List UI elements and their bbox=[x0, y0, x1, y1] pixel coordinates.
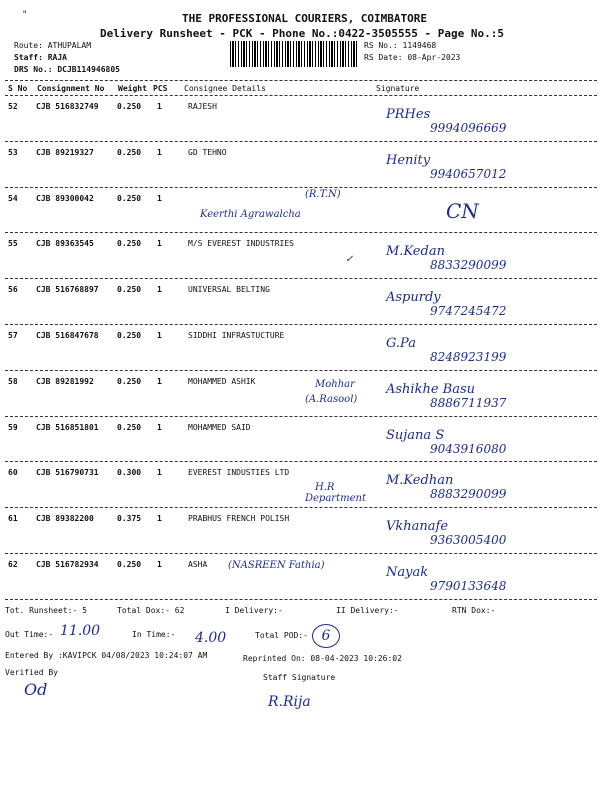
row-signature: G.Pa bbox=[386, 336, 416, 351]
col-signature: Signature bbox=[376, 84, 420, 93]
drs-number: DRS No.: DCJB114946805 bbox=[14, 65, 120, 74]
row-sno: 54 bbox=[8, 193, 18, 203]
row-phone: 9994096669 bbox=[430, 121, 507, 135]
row-pcs: 1 bbox=[157, 285, 162, 295]
row-pcs: 1 bbox=[157, 239, 162, 249]
row-weight: 0.250 bbox=[117, 422, 142, 432]
row-sno: 62 bbox=[8, 560, 18, 569]
row-divider bbox=[5, 187, 597, 188]
row-sno: 55 bbox=[8, 239, 18, 249]
row-weight: 0.250 bbox=[117, 147, 142, 157]
row-pcs: 1 bbox=[157, 468, 162, 478]
row-pcs: 1 bbox=[157, 376, 162, 386]
row-phone: 9940657012 bbox=[430, 166, 507, 181]
row-consignee: MOHAMMED SAID bbox=[188, 422, 251, 432]
col-sno: S No bbox=[8, 84, 28, 93]
row-signature: Nayak bbox=[386, 565, 429, 580]
row-consignment: CJB 516768897 bbox=[36, 285, 99, 295]
verified-signature: Od bbox=[24, 680, 48, 699]
row-consignee: ASHA bbox=[188, 560, 208, 569]
row-consignment: CJB 89363545 bbox=[36, 239, 94, 249]
row-sno: 52 bbox=[8, 102, 18, 111]
row-handwritten-note: H.R bbox=[315, 482, 335, 494]
staff-label: Staff: RAJA bbox=[14, 53, 67, 62]
row-consignee: UNIVERSAL BELTING bbox=[188, 285, 270, 295]
row-pcs: 1 bbox=[157, 102, 162, 111]
row-signature: M.Kedan bbox=[386, 244, 445, 260]
row-consignment: CJB 89281992 bbox=[36, 376, 94, 386]
row-signature: Ashikhe Basu bbox=[386, 381, 476, 397]
row-handwritten-note: ✓ bbox=[345, 254, 354, 266]
row-pcs: 1 bbox=[157, 331, 162, 340]
row-sno: 59 bbox=[8, 422, 18, 432]
col-weight: Weight bbox=[118, 84, 147, 93]
row-signature: PRHes bbox=[386, 107, 431, 122]
company-title: THE PROFESSIONAL COURIERS, COIMBATORE bbox=[182, 12, 428, 25]
row-pcs: 1 bbox=[157, 193, 162, 203]
row-consignee: RAJESH bbox=[188, 102, 217, 111]
row-handwritten-note: Keerthi Agrawalcha bbox=[200, 208, 301, 220]
row-signature: Henity bbox=[386, 152, 431, 168]
row-signature: Aspurdy bbox=[386, 290, 441, 306]
rs-date: RS Date: 08-Apr-2023 bbox=[364, 53, 461, 62]
row-signature: Sujana S bbox=[386, 427, 445, 443]
row-consignment: CJB 516782934 bbox=[36, 560, 99, 569]
staff-signature-label: Staff Signature bbox=[263, 673, 336, 682]
row-consignment: CJB 89300042 bbox=[36, 193, 94, 203]
row-divider bbox=[5, 141, 597, 142]
row-phone: 9790133648 bbox=[430, 579, 507, 593]
row-weight: 0.250 bbox=[117, 560, 142, 569]
row-divider bbox=[5, 461, 597, 462]
row-consignee: SIDDHI INFRASTUCTURE bbox=[188, 331, 285, 340]
row-pcs: 1 bbox=[157, 422, 162, 432]
row-phone: 9363005400 bbox=[430, 533, 507, 548]
row-consignee: PRABHUS FRENCH POLISH bbox=[188, 514, 290, 524]
divider bbox=[5, 80, 597, 81]
row-consignment: CJB 516847678 bbox=[36, 331, 99, 340]
row-signature: CN bbox=[446, 198, 479, 223]
row-consignee: M/S EVEREST INDUSTRIES bbox=[188, 239, 294, 249]
row-phone: 8886711937 bbox=[430, 395, 507, 410]
row-consignment: CJB 89382200 bbox=[36, 514, 94, 524]
row-weight: 0.250 bbox=[117, 102, 142, 111]
col-pcs: PCS bbox=[153, 84, 168, 93]
row-divider bbox=[5, 553, 597, 554]
row-sno: 61 bbox=[8, 514, 18, 524]
row-weight: 0.250 bbox=[117, 193, 142, 203]
row-weight: 0.250 bbox=[117, 239, 142, 249]
row-pcs: 1 bbox=[157, 560, 162, 569]
row-phone: 8883290099 bbox=[430, 487, 507, 502]
row-sno: 58 bbox=[8, 376, 18, 386]
row-handwritten-note: Department bbox=[305, 493, 366, 505]
entered-by: Entered By :KAVIPCK 04/08/2023 10:24:07 AM bbox=[5, 651, 208, 660]
row-divider bbox=[5, 232, 597, 233]
row-consignment: CJB 516832749 bbox=[36, 102, 99, 111]
row-divider bbox=[5, 278, 597, 279]
row-sno: 56 bbox=[8, 285, 18, 295]
row-handwritten-note: Mohhar bbox=[315, 378, 355, 390]
row-phone: 9747245472 bbox=[430, 304, 507, 319]
row-weight: 0.300 bbox=[117, 468, 142, 478]
i-delivery: I Delivery:- bbox=[225, 606, 283, 615]
staff-signature: R.Rija bbox=[268, 694, 311, 710]
row-weight: 0.250 bbox=[117, 376, 142, 386]
ii-delivery: II Delivery:- bbox=[336, 606, 399, 615]
row-weight: 0.250 bbox=[117, 285, 142, 295]
row-phone: 8248923199 bbox=[430, 350, 507, 364]
row-sno: 53 bbox=[8, 147, 18, 157]
row-divider bbox=[5, 324, 597, 325]
row-handwritten-note: (R.T.N) bbox=[305, 188, 341, 200]
row-consignee: EVEREST INDUSTIES LTD bbox=[188, 468, 290, 478]
route-label: Route: ATHUPALAM bbox=[14, 41, 92, 50]
row-consignment: CJB 89219327 bbox=[36, 147, 94, 157]
reprinted-on: Reprinted On: 08-04-2023 10:26:02 bbox=[243, 654, 402, 663]
col-consignee: Consignee Details bbox=[184, 84, 266, 93]
row-weight: 0.250 bbox=[117, 331, 142, 340]
in-time-value: 4.00 bbox=[195, 630, 227, 646]
out-time-label: Out Time:- bbox=[5, 630, 54, 639]
barcode-image bbox=[230, 41, 358, 67]
row-divider bbox=[5, 370, 597, 371]
row-pcs: 1 bbox=[157, 147, 162, 157]
row-consignee: MOHAMMED ASHIK bbox=[188, 376, 256, 386]
row-consignee: GD TEHNO bbox=[188, 147, 227, 157]
divider bbox=[5, 599, 597, 600]
rs-number: RS No.: 1149468 bbox=[364, 41, 437, 50]
total-runsheet: Tot. Runsheet:- 5 bbox=[5, 606, 87, 615]
row-weight: 0.375 bbox=[117, 514, 142, 524]
row-consignment: CJB 516790731 bbox=[36, 468, 99, 478]
row-sno: 57 bbox=[8, 331, 18, 340]
row-divider bbox=[5, 507, 597, 508]
row-consignment: CJB 516851801 bbox=[36, 422, 99, 432]
out-time-value: 11.00 bbox=[60, 623, 101, 639]
col-consignment: Consignment No bbox=[37, 84, 105, 93]
row-handwritten-note: (A.Rasool) bbox=[305, 393, 358, 405]
row-phone: 9043916080 bbox=[430, 441, 507, 456]
row-signature: Vkhanafe bbox=[386, 519, 449, 535]
page-subtitle: Delivery Runsheet - PCK - Phone No.:0422-3505555 - Page No.:5 bbox=[100, 27, 504, 40]
corner-mark: " bbox=[22, 10, 28, 20]
in-time-label: In Time:- bbox=[132, 630, 176, 639]
total-pod-value: 6 bbox=[312, 624, 340, 648]
total-pod-label: Total POD:- bbox=[255, 631, 308, 640]
row-pcs: 1 bbox=[157, 514, 162, 524]
row-sno: 60 bbox=[8, 468, 18, 478]
divider bbox=[5, 95, 597, 96]
verified-by: Verified By bbox=[5, 668, 58, 677]
rtn-dox: RTN Dox:- bbox=[452, 606, 496, 615]
row-phone: 8833290099 bbox=[430, 258, 507, 273]
row-handwritten-note: (NASREEN Fathia) bbox=[228, 560, 325, 571]
total-dox: Total Dox:- 62 bbox=[117, 606, 185, 615]
row-divider bbox=[5, 416, 597, 417]
row-signature: M.Kedhan bbox=[386, 473, 454, 489]
